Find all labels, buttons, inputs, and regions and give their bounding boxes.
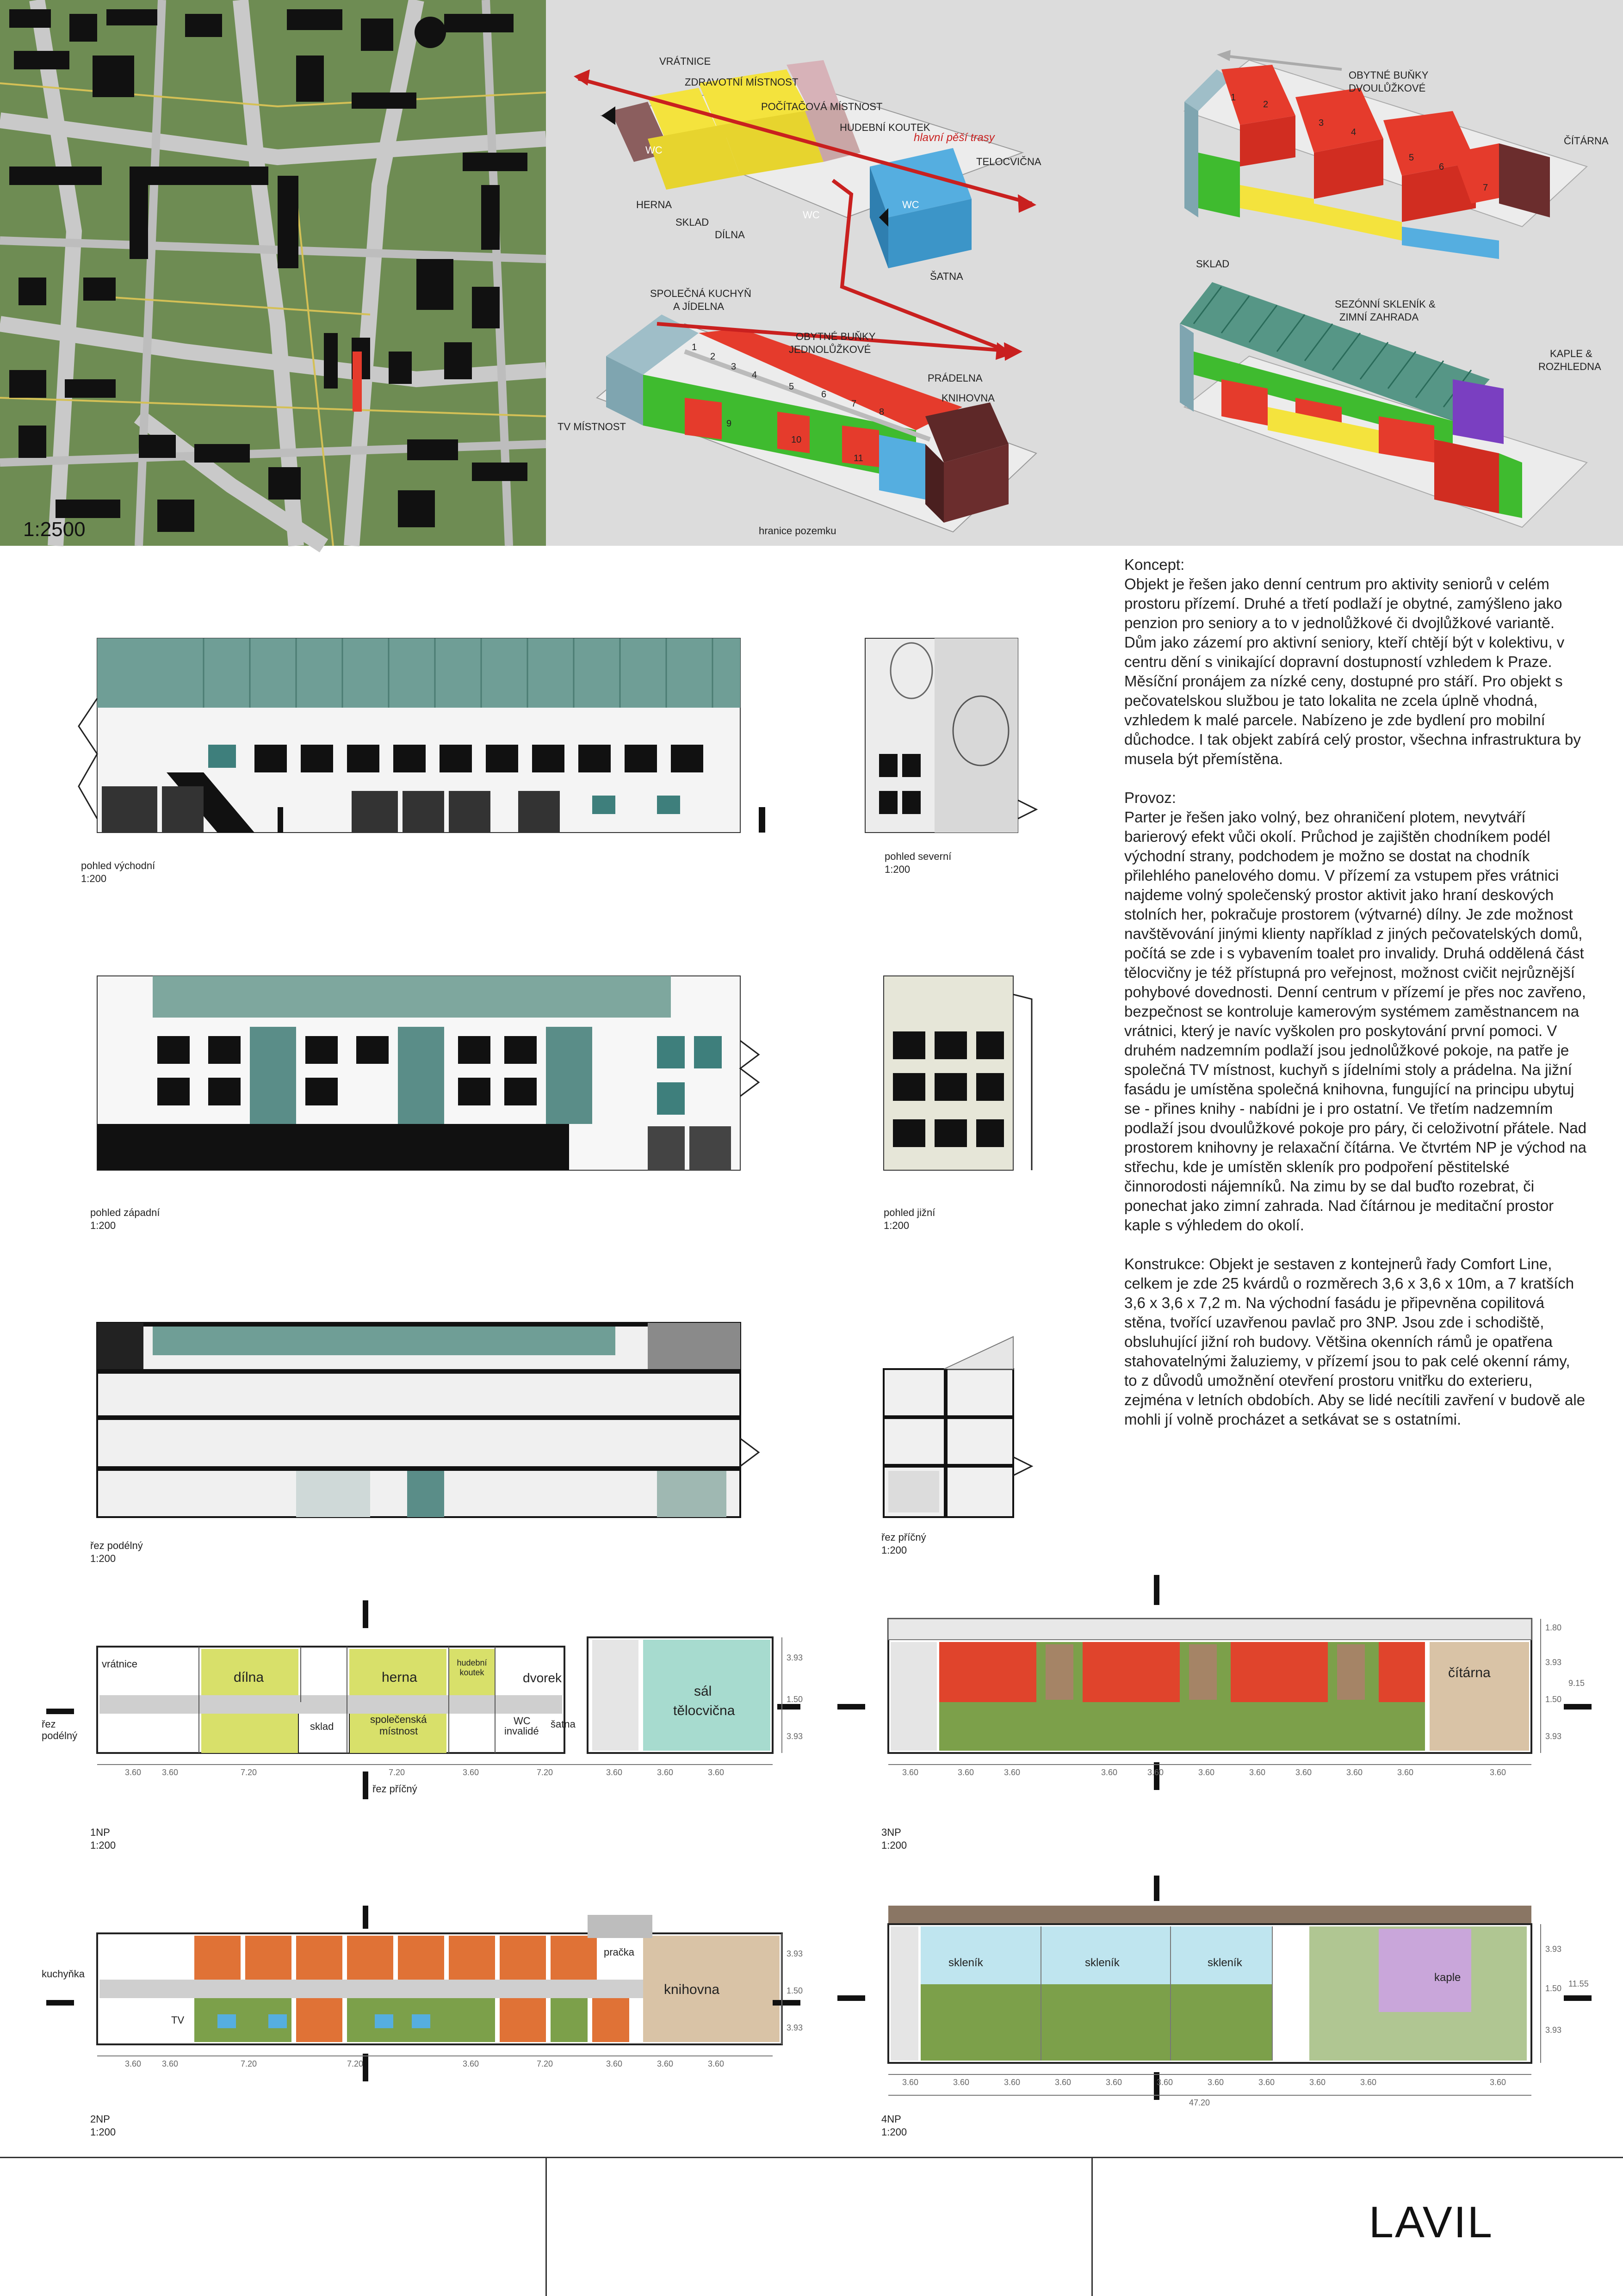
north-elevation-drawing <box>842 634 1055 837</box>
dim-text: 3.60 <box>125 1768 142 1777</box>
cross-section <box>842 1318 1055 1522</box>
side-label-rez: řez <box>42 1718 56 1730</box>
plan-1np-title: 1NP <box>90 1827 110 1838</box>
cross-section-drawing <box>842 1318 1055 1522</box>
cell-number: 8 <box>879 407 885 417</box>
vdim-text: 3.93 <box>1545 1944 1562 1954</box>
west-elevation <box>74 971 787 1175</box>
cell-number: 7 <box>1483 183 1488 193</box>
long-section-caption <box>90 1539 143 1565</box>
dim-text: 7.20 <box>241 2059 257 2068</box>
provoz-title: Provoz: <box>1124 789 1176 806</box>
plan-4np-scale: 1:200 <box>881 2126 907 2138</box>
label-hudebni: HUDEBNÍ KOUTEK <box>840 122 930 133</box>
plan-2np <box>42 1896 803 2137</box>
label-wc-1: WC <box>645 144 663 156</box>
label-sklad-4: SKLAD <box>1196 258 1230 270</box>
room-sklenik-1: skleník <box>948 1957 983 1969</box>
room-knihovna: knihovna <box>664 1982 720 1997</box>
vdim-text: 1.50 <box>1545 1695 1562 1704</box>
plan-4np <box>833 1869 1623 2137</box>
label-telocvicna: TELOCVIČNA <box>976 156 1041 167</box>
room-dvorek: dvorek <box>523 1671 562 1685</box>
dim-text: 3.60 <box>1490 2078 1506 2087</box>
label-pradelna: PRÁDELNA <box>928 372 983 384</box>
label-wc-3: WC <box>902 199 919 210</box>
dim-text: 3.60 <box>1490 1768 1506 1777</box>
dim-text: 3.60 <box>606 1768 623 1777</box>
site-map <box>0 0 546 546</box>
plan-4np-title: 4NP <box>881 2113 901 2125</box>
plan-1np <box>42 1568 803 1827</box>
cell-number: 9 <box>726 419 732 429</box>
dim-text: 3.60 <box>902 2078 919 2087</box>
label-obytne-1: OBYTNÉ BUŇKY <box>796 331 876 342</box>
label-obytne-dvou-2: DVOULŮŽKOVÉ <box>1349 82 1426 94</box>
plan-3np-caption <box>881 1826 907 1852</box>
cell-number: 4 <box>1351 127 1357 137</box>
label-herna: HERNA <box>636 199 672 210</box>
cell-number: 2 <box>710 352 716 362</box>
vdim-text: 3.93 <box>787 1949 803 1958</box>
dim-text: 3.60 <box>463 1768 479 1777</box>
cell-number: 3 <box>1319 118 1324 128</box>
dim-text: 3.60 <box>162 1768 179 1777</box>
long-section <box>74 1318 787 1522</box>
brand-name: LAVIL <box>1369 2197 1493 2247</box>
room-kuchynka: kuchyňka <box>42 1968 85 1980</box>
label-kaple-1: KAPLE & <box>1550 348 1592 359</box>
vdim-text: 11.55 <box>1568 1979 1589 1988</box>
room-sklenik-3: skleník <box>1208 1957 1242 1969</box>
plan-1np-caption <box>90 1826 116 1852</box>
label-dilna: DÍLNA <box>715 229 745 241</box>
vdim-text: 3.93 <box>787 1732 803 1741</box>
vdim-text: 1.50 <box>1545 1984 1562 1993</box>
provoz-body: Parter je řešen jako volný, bez ohraničení plotem, nevytváří barierový efekt vůči okolí. Průchod je zajištěn chodníkem podél východní strany, podchodem je možno se dostat na chodník přilehlého panelového domu. V přízemí za vstupem přes vrátnici najdeme volný společenský prostor aktivit jako hraní deskových stolních her, pokračuje prostorem (výtvarné) dílny. Je zde možnost navštěvování jinými klienty například z jiných pečovatelských domů, počítá se zde i s vybavením toalet pro invalidy. Druhá oddělená část tělocvičny je též přístupná pro veřejnost, možnost cvičit nejrůznější pohybové dovednosti. Denní centrum v přízemí je přes noc zavřeno, bezpečnost se kontroluje kamerovým systémem zaměstnancem na vrátnici, který je navíc vyškolen pro poskytování první pomoci. V druhém nadzemním podlaží jsou jednolůžkové pokoje, na patře je společná TV místnost, kuchyň s jídelními stoly a prádelna. Na jižní fasádu je umístěna společná knihovna, fungující na principu ubytuj se - přines knihy - nabídni je i pro ostatní. Ve třetím nadzemním podlaží jsou dvoulůžkové pokoje pro páry, či celoživotní přátele. Nad prostorem knihovny je relaxační čítárna. Ve čtvrtém NP je východ na střechu, kde je umístěn skleník pro podpoření pěstitelské činnorodosti nájemníků. Na zimu by se dal buďto rozebrat, či ponechat jako zimní zahrada. Nad čítárnou je meditační prostor kaple s výhledem do okolí. <box>1124 809 1587 1234</box>
label-kuchyn-1: SPOLEČNÁ KUCHYŇ <box>650 288 751 299</box>
plan-4np-drawing <box>833 1869 1623 2137</box>
label-hranice: hranice pozemku <box>759 525 836 537</box>
cell-number: 10 <box>791 435 802 445</box>
north-title: pohled severní <box>885 851 952 862</box>
dim-text: 3.60 <box>1101 1768 1118 1777</box>
plan-3np-drawing <box>833 1568 1623 1827</box>
east-caption <box>81 859 155 885</box>
side-label-podelny: podélný <box>42 1730 78 1741</box>
plan-2np-scale: 1:200 <box>90 2126 116 2138</box>
label-pocitacova: POČÍTAČOVÁ MÍSTNOST <box>761 101 883 112</box>
label-wc-2: WC <box>803 209 820 221</box>
dim-text: 3.60 <box>902 1768 919 1777</box>
north-caption <box>885 850 951 876</box>
room-pracka: pračka <box>604 1946 635 1958</box>
label-vratnice: VRÁTNICE <box>659 56 711 67</box>
room-sklad: sklad <box>310 1721 334 1732</box>
dim-text: 3.60 <box>708 2059 725 2068</box>
konstrukce-paragraph: Konstrukce: Objekt je sestaven z kontejnerů řady Comfort Line, celkem je zde 25 kvárdů o rozměrech 3,6 x 3,6 x 10m, a 7 kratších 3,6 x 3,6 x 7,2 m. Na východní fasádu je připevněna copilitová stěna, tvořící uzavřenou pavlač pro 3NP. Jsou zde i schodiště, obsluhující jižní roh budovy. Většina okenních rámů je opatřena stahovatelnými žaluziemy, v přízemí jsou to pak celé okenní rámy, to z důvodů umožnění otevření prostoru vnitřku do exterieru, zejména v letních obdobích. Aby se lidé necítili zavření v budově ale mohli jí volně procházet a setkávat se s ostatními. <box>1124 1255 1586 1428</box>
dim-text: 3.60 <box>708 1768 725 1777</box>
cell-number: 1 <box>1231 93 1236 103</box>
provoz-paragraph <box>1124 788 1587 1235</box>
dim-text: 3.60 <box>1346 1768 1363 1777</box>
dim-text: 3.60 <box>1309 2078 1326 2087</box>
cell-number: 2 <box>1263 99 1269 110</box>
west-scale: 1:200 <box>90 1220 116 1231</box>
plan-3np-scale: 1:200 <box>881 1839 907 1851</box>
cross-section-title: řez příčný <box>881 1531 926 1543</box>
room-kaple: kaple <box>1434 1971 1461 1984</box>
cell-number: 5 <box>789 382 794 392</box>
vdim-text: 3.93 <box>787 1653 803 1662</box>
plan-3np <box>833 1568 1623 1827</box>
dim-text: 3.60 <box>1258 2078 1275 2087</box>
south-title: pohled jižní <box>884 1207 935 1218</box>
cell-number: 4 <box>752 370 757 380</box>
cross-section-caption <box>881 1531 926 1557</box>
cell-number: 5 <box>1409 153 1414 163</box>
vdim-text: 3.93 <box>1545 2025 1562 2035</box>
koncept-paragraph <box>1124 555 1587 769</box>
side-label-rez-pricny: řez příčný <box>372 1783 417 1795</box>
north-elevation <box>842 634 1055 837</box>
east-elevation <box>74 634 787 837</box>
room-tv: TV <box>171 2014 185 2026</box>
label-obytne-2: JEDNOLŮŽKOVÉ <box>789 344 871 355</box>
dim-text: 3.60 <box>953 2078 970 2087</box>
south-elevation <box>842 971 1055 1175</box>
vdim-text: 1.80 <box>1545 1623 1562 1632</box>
room-sklenik-2: skleník <box>1085 1957 1120 1969</box>
dim-text: 3.60 <box>1208 2078 1224 2087</box>
cell-number: 1 <box>692 342 697 352</box>
plan-2np-caption <box>90 2113 116 2139</box>
long-section-scale: 1:200 <box>90 1553 116 1564</box>
label-tv-mistnost: TV MÍSTNOST <box>558 421 626 432</box>
dim-text: 3.60 <box>606 2059 623 2068</box>
label-knihovna: KNIHOVNA <box>942 392 995 404</box>
dim-text: 7.20 <box>241 1768 257 1777</box>
room-hudebni: hudební koutek <box>457 1658 487 1677</box>
label-sklad: SKLAD <box>675 216 709 228</box>
vdim-text: 1.50 <box>787 1986 803 1995</box>
room-dilna: dílna <box>234 1670 264 1685</box>
cell-number: 7 <box>851 399 857 409</box>
site-map-drawing <box>0 0 546 546</box>
long-section-title: řez podélný <box>90 1540 143 1551</box>
room-mistnost: místnost <box>379 1725 418 1737</box>
label-obytne-dvou-1: OBYTNÉ BUŇKY <box>1349 69 1429 81</box>
dim-text: 3.60 <box>162 2059 179 2068</box>
cell-number: 6 <box>821 389 827 400</box>
room-vratnice: vrátnice <box>102 1658 138 1670</box>
label-sklenik-1: SEZÓNNÍ SKLENÍK & <box>1335 298 1436 310</box>
north-scale: 1:200 <box>885 864 911 875</box>
dim-text: 3.60 <box>657 1768 674 1777</box>
label-sklenik-2: ZIMNÍ ZAHRADA <box>1339 311 1419 323</box>
vdim-text: 3.93 <box>1545 1732 1562 1741</box>
dim-text: 7.20 <box>389 1768 405 1777</box>
south-elevation-drawing <box>842 971 1055 1175</box>
south-caption <box>884 1206 935 1232</box>
dim-text: 3.60 <box>1147 1768 1164 1777</box>
cross-section-scale: 1:200 <box>881 1544 907 1556</box>
dim-text: 3.60 <box>1295 1768 1312 1777</box>
west-title: pohled západní <box>90 1207 160 1218</box>
room-telocvicna: tělocvična <box>673 1703 735 1718</box>
plan-1np-scale: 1:200 <box>90 1839 116 1851</box>
west-elevation-drawing <box>74 971 787 1175</box>
dim-text: 3.60 <box>1360 2078 1377 2087</box>
dim-text: 3.60 <box>1397 1768 1414 1777</box>
dim-text: 7.20 <box>537 2059 553 2068</box>
plan-2np-title: 2NP <box>90 2113 110 2125</box>
vdim-text: 9.15 <box>1568 1679 1585 1688</box>
room-herna: herna <box>382 1670 417 1685</box>
cell-number: 3 <box>731 362 737 372</box>
room-citarna: čítárna <box>1448 1665 1491 1680</box>
dim-text: 3.60 <box>1004 1768 1021 1777</box>
title-block-cell-2 <box>547 2158 1093 2296</box>
axonometric-panel <box>546 0 1623 546</box>
room-satna: šatna <box>551 1718 576 1730</box>
dim-text: 3.60 <box>1198 1768 1215 1777</box>
dim-text: 3.60 <box>1157 2078 1173 2087</box>
plan-2np-drawing <box>42 1896 803 2137</box>
room-invalide: invalidé <box>504 1725 539 1737</box>
koncept-body: Objekt je řešen jako denní centrum pro aktivity seniorů v celém prostoru přízemí. Druhé a třetí podlaží je obytné, zamýšleno jako penzion pro seniory a to v jednolůžkové či dvojlůžkové variantě. Dům jako zázemí pro aktivní seniory, kteří chtějí být v kolektivu, v centru dění s vinikající dopravní dostupností vzhledem k Praze. Měsíční pronájem za nízké ceny, dostupné pro stáří. Pro objekt s pečovatelskou službou je tato lokalita ne zcela úplně vhodná, vzhledem k malé parcele. Nabízeno je zde bydlení pro mobilní důchodce. I tak objekt zabírá celý prostor, všechna infrastruktura by musela být přemístěna. <box>1124 575 1581 767</box>
west-caption <box>90 1206 160 1232</box>
label-citarna: ČÍTÁRNA <box>1564 135 1609 147</box>
room-sal: sál <box>694 1684 712 1699</box>
cell-number: 11 <box>854 453 863 463</box>
plan-3np-title: 3NP <box>881 1827 901 1838</box>
label-zdravotni: ZDRAVOTNÍ MÍSTNOST <box>685 76 799 88</box>
dim-text: 7.20 <box>347 2059 364 2068</box>
plan-1np-drawing <box>42 1568 803 1827</box>
south-scale: 1:200 <box>884 1220 910 1231</box>
east-title: pohled východní <box>81 860 155 871</box>
vdim-text: 1.50 <box>787 1695 803 1704</box>
long-section-drawing <box>74 1318 787 1522</box>
room-wc: WC <box>514 1715 531 1727</box>
dim-text: 3.60 <box>125 2059 142 2068</box>
dim-text: 7.20 <box>537 1768 553 1777</box>
label-kuchyn-2: A JÍDELNA <box>673 301 725 312</box>
description-text <box>1124 555 1587 1449</box>
dim-total: 47.20 <box>1189 2098 1210 2107</box>
room-spolecenska: společenská <box>370 1714 427 1725</box>
vdim-text: 3.93 <box>1545 1658 1562 1667</box>
koncept-title: Koncept: <box>1124 556 1185 573</box>
vdim-text: 3.93 <box>787 2023 803 2032</box>
dim-text: 3.60 <box>657 2059 674 2068</box>
plan-4np-caption <box>881 2113 907 2139</box>
axon-label: hlavní pěší trasy <box>914 131 995 144</box>
east-scale: 1:200 <box>81 873 107 884</box>
label-satna: ŠATNA <box>930 271 963 282</box>
title-block-cell-1 <box>0 2158 547 2296</box>
dim-text: 3.60 <box>1055 2078 1072 2087</box>
label-kaple-2: ROZHLEDNA <box>1538 361 1601 372</box>
dim-text: 3.60 <box>1249 1768 1266 1777</box>
dim-text: 3.60 <box>1004 2078 1021 2087</box>
cell-number: 6 <box>1439 162 1444 172</box>
map-scale: 1:2500 <box>23 518 86 541</box>
east-elevation-drawing <box>74 634 787 837</box>
dim-text: 3.60 <box>958 1768 974 1777</box>
dim-text: 3.60 <box>1106 2078 1122 2087</box>
dim-text: 3.60 <box>463 2059 479 2068</box>
